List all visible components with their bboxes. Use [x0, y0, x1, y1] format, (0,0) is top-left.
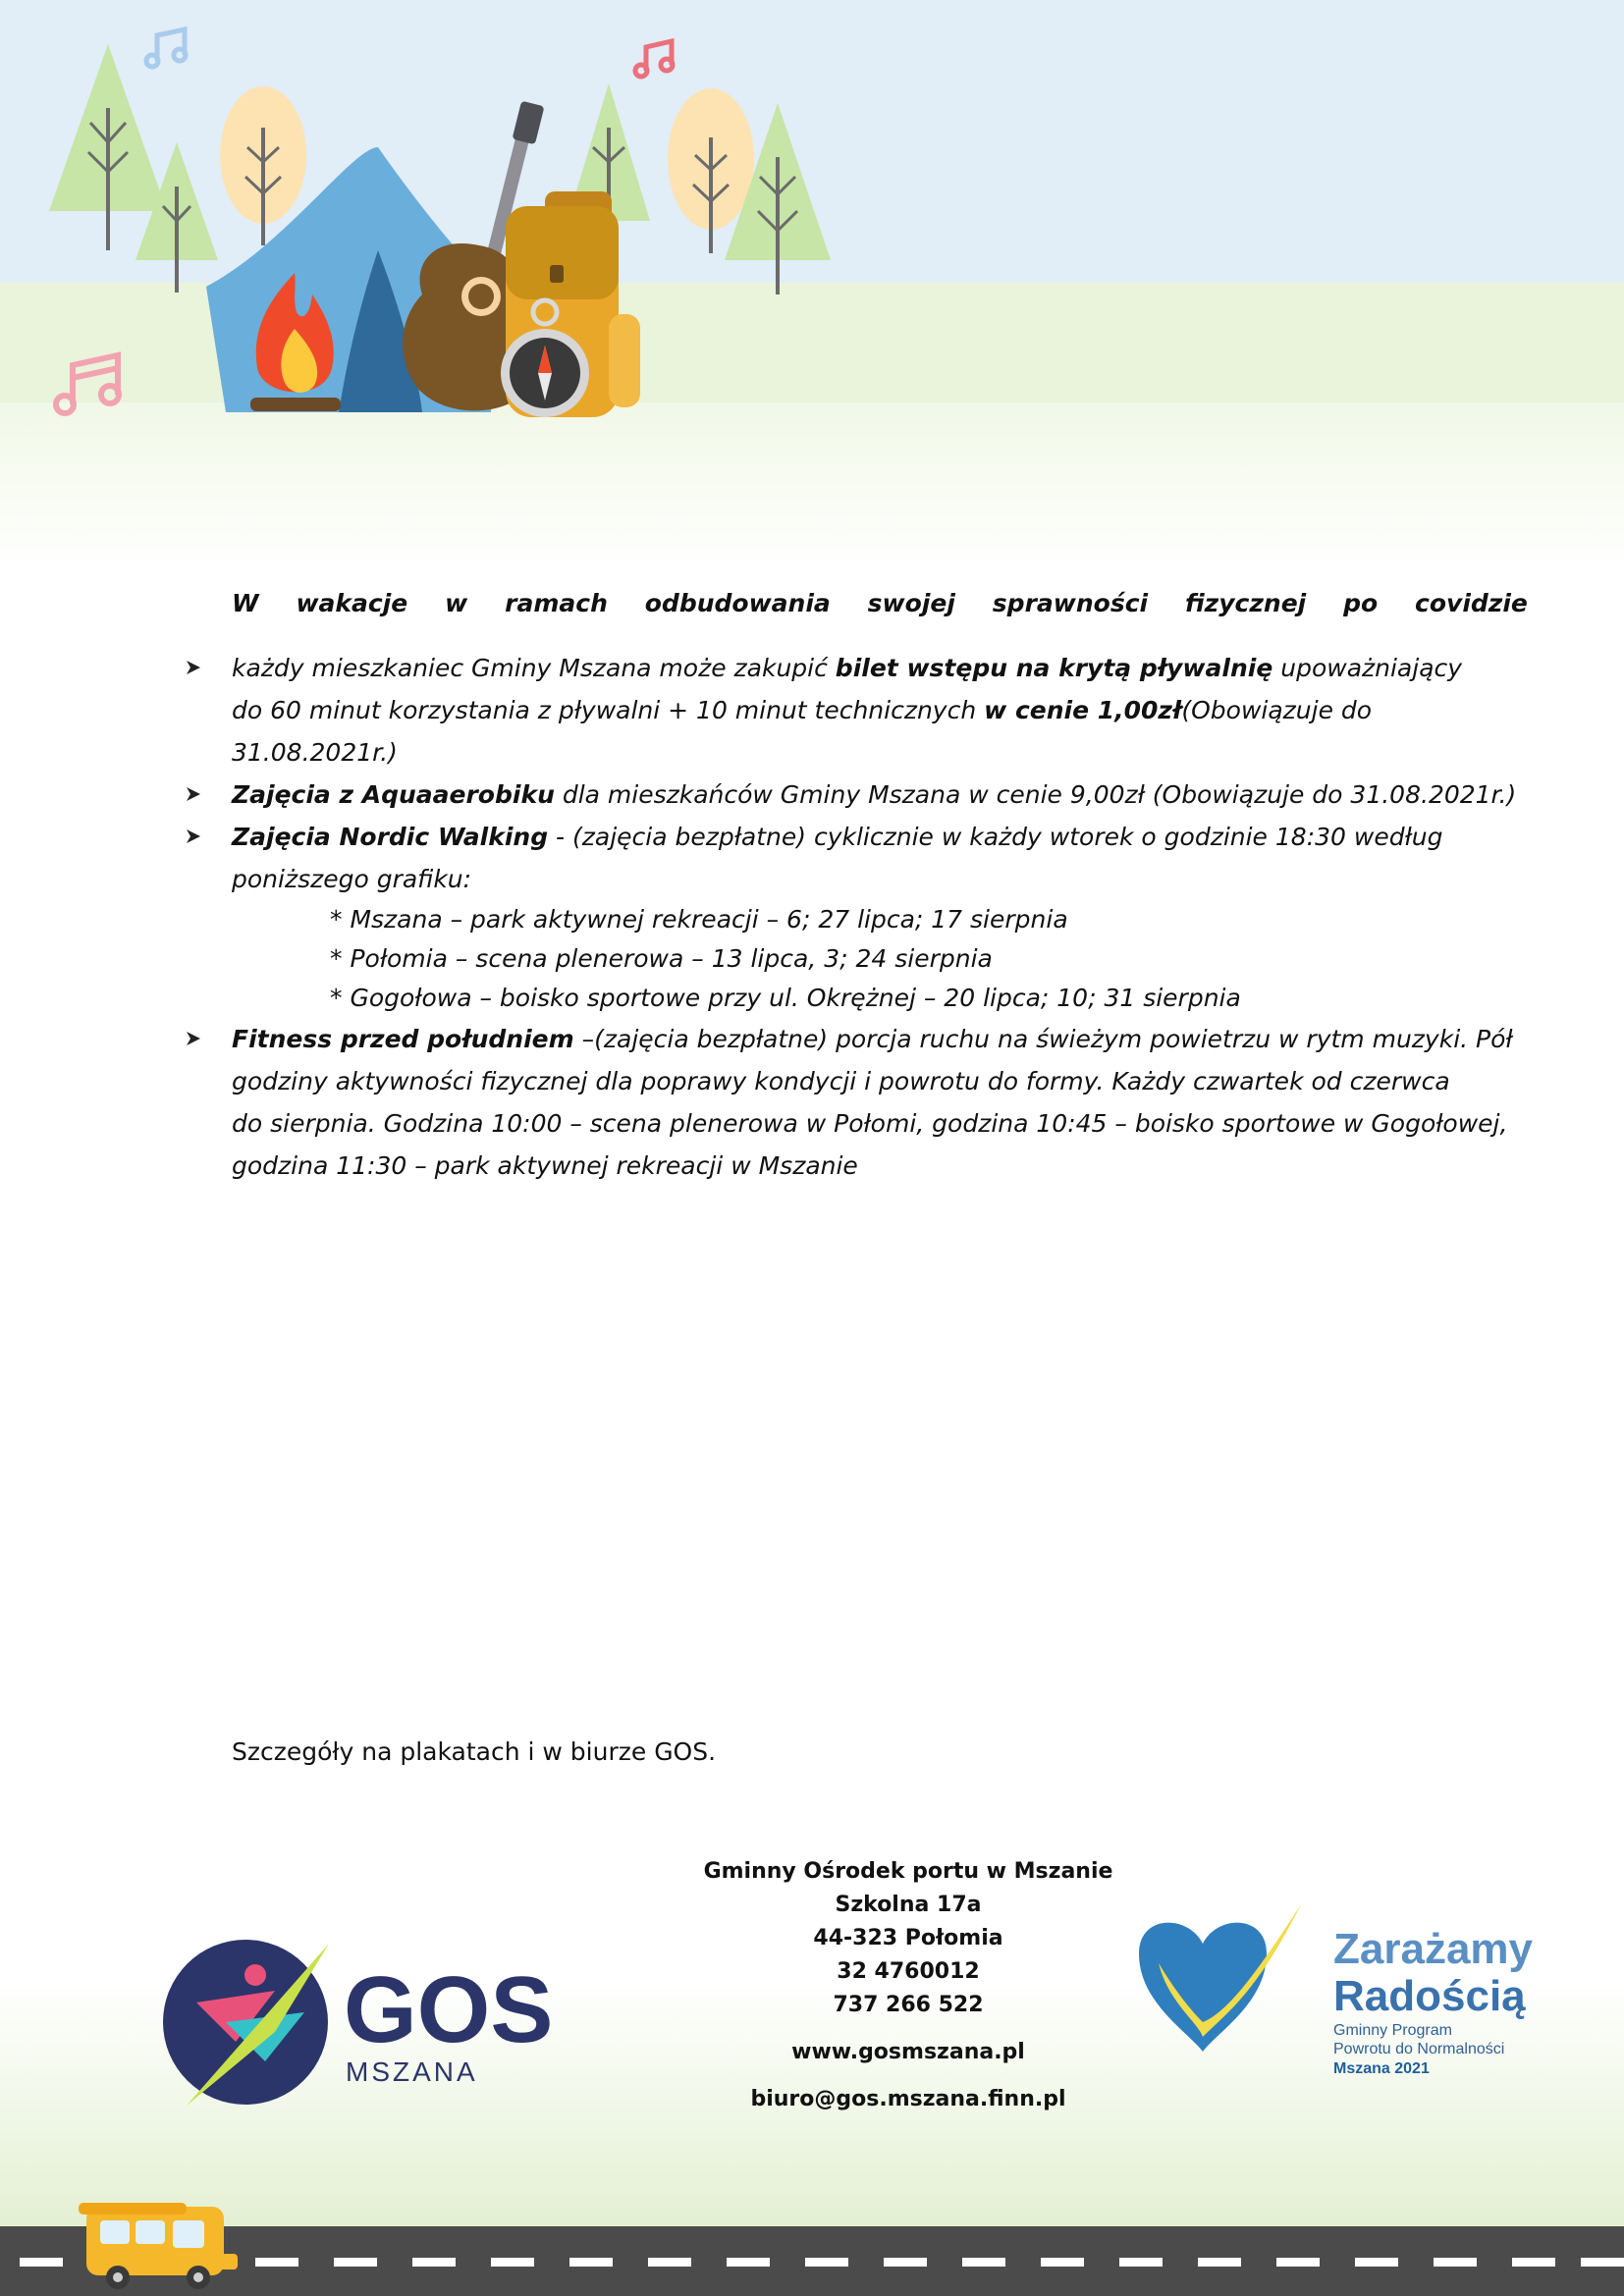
- svg-text:Mszana 2021: Mszana 2021: [1333, 2060, 1430, 2077]
- bus-icon: [79, 2195, 245, 2293]
- intro-word: odbudowania: [644, 589, 831, 617]
- city-address: 44-323 Połomia: [813, 1926, 1003, 1950]
- intro-word: W: [232, 589, 259, 617]
- music-note-icon: [56, 355, 119, 413]
- program-logo: [1119, 1895, 1551, 2081]
- camping-illustration: [0, 0, 864, 432]
- gos-logo: [157, 1934, 599, 2110]
- list-item: Zajęcia z Aquaaerobiku dla mieszkańców Gminy Mszana w cenie 9,00zł (Obowiązuje do 31.08.2021r.): [232, 774, 1528, 816]
- contact-block: [687, 1855, 1129, 2116]
- phone-1: 32 4760012: [837, 1959, 980, 1984]
- bullet-arrow-icon: [185, 659, 202, 676]
- details-note: Szczegóły na plakatach i w biurze GOS.: [232, 1737, 717, 1766]
- list-item: Fitness przed południem –(zajęcia bezpłatne) porcja ruchu na świeżym powietrzu w rytm muzyki. Pół godziny aktywności fizycznej dla poprawy kondycji i powrotu do formy. Każdy czwartek od czerwca do sierpnia. Godzina 10:00 – scena plenerowa w Połomi, godzina 10:45 – boisko sportowe w Gogołowej, godzina 11:30 – park aktywnej rekreacji w Mszanie: [232, 1018, 1528, 1187]
- street-address: Szkolna 17a: [835, 1893, 982, 1917]
- bullet-arrow-icon: [185, 1030, 202, 1047]
- intro-heading: [232, 589, 1528, 617]
- music-note-icon: [146, 29, 186, 67]
- bullet-arrow-icon: [185, 828, 202, 845]
- schedule-entry: * Gogołowa – boisko sportowe przy ul. Okrężnej – 20 lipca; 10; 31 sierpnia: [330, 984, 1241, 1012]
- svg-text:Gminny Program: Gminny Program: [1333, 2022, 1452, 2039]
- intro-word: covidzie: [1415, 589, 1528, 617]
- music-note-icon: [635, 41, 673, 77]
- list-item: Zajęcia Nordic Walking - (zajęcia bezpłatne) cyklicznie w każdy wtorek o godzinie 18:30 według poniższego grafiku: * Mszana – park aktywnej rekreacji – 6; 27 lipca; 17 sierpnia * Połomia – scena plenerowa – 13 lipca, 3; 24 sierpnia * Gogołowa – boisko sportowe przy ul. Okrężnej – 20 lipca; 10; 31 sierpnia: [232, 816, 1528, 1018]
- svg-text:MSZANA: MSZANA: [346, 2056, 478, 2087]
- intro-word: swojej: [867, 589, 955, 617]
- schedule-entry: * Połomia – scena plenerowa – 13 lipca, 3; 24 sierpnia: [330, 944, 993, 973]
- org-name: Gminny Ośrodek portu w Mszanie: [703, 1859, 1113, 1884]
- svg-text:Zarażamy: Zarażamy: [1333, 1925, 1534, 1973]
- intro-word: w: [445, 589, 468, 617]
- intro-word: po: [1343, 589, 1379, 617]
- phone-2: 737 266 522: [833, 1993, 984, 2017]
- intro-word: ramach: [505, 589, 608, 617]
- intro-word: wakacje: [296, 589, 408, 617]
- svg-text:Powrotu do Normalności: Powrotu do Normalności: [1333, 2041, 1505, 2057]
- schedule-entry: * Mszana – park aktywnej rekreacji – 6; 27 lipca; 17 sierpnia: [330, 905, 1068, 934]
- offer-list: [232, 647, 1528, 1187]
- svg-text:GOS: GOS: [344, 1957, 554, 2062]
- main-content: [232, 589, 1528, 1187]
- intro-word: fizycznej: [1185, 589, 1307, 617]
- intro-word: sprawności: [992, 589, 1149, 617]
- nordic-walking-schedule: [330, 900, 1528, 1018]
- website-link[interactable]: www.gosmszana.pl: [791, 2040, 1025, 2064]
- bullet-arrow-icon: [185, 785, 202, 803]
- svg-text:Radością: Radością: [1333, 1972, 1526, 2020]
- list-item: każdy mieszkaniec Gminy Mszana może zakupić bilet wstępu na krytą pływalnię upoważniający do 60 minut korzystania z pływalni + 10 minut technicznych w cenie 1,00zł(Obowiązuje do 31.08.2021r.): [232, 647, 1528, 774]
- email-link[interactable]: biuro@gos.mszana.finn.pl: [750, 2087, 1066, 2111]
- tree-icon: [49, 44, 167, 250]
